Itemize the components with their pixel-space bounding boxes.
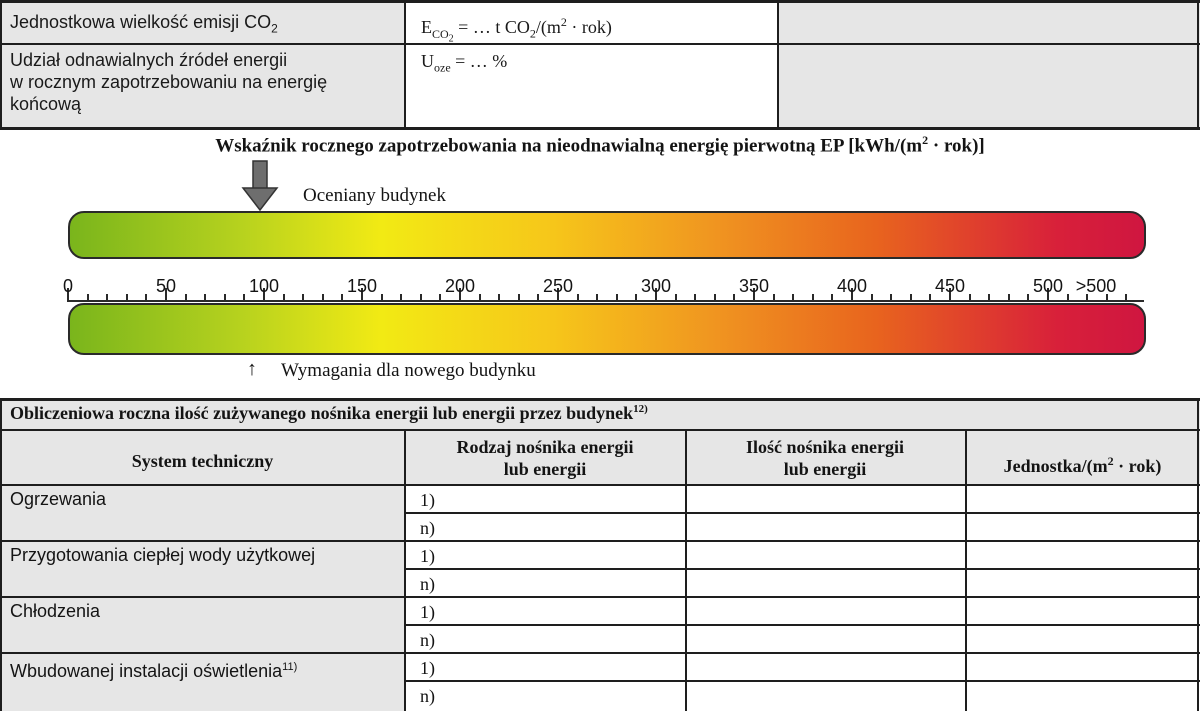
top-table bbox=[0, 0, 1200, 130]
tick-label: 450 bbox=[934, 276, 966, 296]
header-system: System techniczny bbox=[131, 451, 274, 471]
minor-tick bbox=[675, 294, 677, 302]
minor-tick bbox=[812, 294, 814, 302]
row-index: n) bbox=[420, 518, 435, 538]
header-amount: Ilość nośnika energii lub energii bbox=[745, 437, 905, 479]
minor-tick bbox=[871, 294, 873, 302]
minor-tick bbox=[185, 294, 187, 302]
minor-tick bbox=[302, 294, 304, 302]
minor-tick bbox=[381, 294, 383, 302]
tick-label: >500 bbox=[1075, 276, 1117, 296]
evaluated-building-arrow-icon bbox=[240, 160, 280, 212]
minor-tick bbox=[1125, 294, 1127, 302]
tick-label: 250 bbox=[542, 276, 574, 296]
minor-tick bbox=[714, 294, 716, 302]
row-index: 1) bbox=[420, 658, 435, 678]
minor-tick bbox=[969, 294, 971, 302]
row-index: 1) bbox=[420, 490, 435, 510]
row-label-heating: Ogrzewania bbox=[10, 489, 107, 509]
minor-tick bbox=[635, 294, 637, 302]
emission-label: Jednostkowa wielkość emisji $CO_2$ bbox=[10, 12, 278, 36]
energy-carrier-table bbox=[0, 398, 1200, 711]
minor-tick bbox=[596, 294, 598, 302]
minor-tick bbox=[910, 294, 912, 302]
minor-tick bbox=[341, 294, 343, 302]
minor-tick bbox=[479, 294, 481, 302]
row-label-lighting: Wbudowanej instalacji oświetlenia$^{11)}$ bbox=[10, 661, 298, 681]
minor-tick bbox=[518, 294, 520, 302]
minor-tick bbox=[929, 294, 931, 302]
minor-tick bbox=[126, 294, 128, 302]
minor-tick bbox=[145, 294, 147, 302]
row-index: n) bbox=[420, 686, 435, 706]
minor-tick bbox=[792, 294, 794, 302]
tick-label: 150 bbox=[346, 276, 378, 296]
ep-scale-title: Wskaźnik rocznego zapotrzebowania na nieodnawialną energię pierwotną EP $[kWh/(m^2 \cdot rok)]$ bbox=[215, 133, 985, 157]
row-label-cooling: Chłodzenia bbox=[10, 601, 101, 621]
tick-label: 300 bbox=[640, 276, 672, 296]
row-label-hot-water: Przygotowania ciepłej wody użytkowej bbox=[10, 545, 316, 565]
minor-tick bbox=[537, 294, 539, 302]
ep-gradient-bar-requirement bbox=[68, 303, 1146, 355]
tick-label: 0 bbox=[62, 276, 74, 296]
header-carrier: Rodzaj nośnika energii lub energii bbox=[456, 437, 634, 479]
minor-tick bbox=[243, 294, 245, 302]
tick-label: 400 bbox=[836, 276, 868, 296]
minor-tick bbox=[733, 294, 735, 302]
requirement-arrow-icon: ↑ bbox=[247, 358, 257, 380]
minor-tick bbox=[694, 294, 696, 302]
minor-tick bbox=[988, 294, 990, 302]
row-index: n) bbox=[420, 574, 435, 594]
minor-tick bbox=[831, 294, 833, 302]
emission-value: $E_{CO_2}$ = … t $CO_2/(m^2 \cdot rok)$ bbox=[421, 15, 612, 44]
minor-tick bbox=[890, 294, 892, 302]
requirement-label: Wymagania dla nowego budynku bbox=[281, 360, 536, 381]
renewable-value: $U_{oze}$ = … % bbox=[421, 51, 508, 75]
minor-tick bbox=[224, 294, 226, 302]
minor-tick bbox=[87, 294, 89, 302]
ep-gradient-bar-evaluated bbox=[68, 211, 1146, 259]
row-index: n) bbox=[420, 630, 435, 650]
minor-tick bbox=[322, 294, 324, 302]
minor-tick bbox=[400, 294, 402, 302]
tick-label: 200 bbox=[444, 276, 476, 296]
minor-tick bbox=[577, 294, 579, 302]
row-index: 1) bbox=[420, 546, 435, 566]
scale-axis bbox=[68, 300, 1144, 302]
minor-tick bbox=[439, 294, 441, 302]
tick-label: 350 bbox=[738, 276, 770, 296]
evaluated-building-label: Oceniany budynek bbox=[303, 185, 446, 206]
minor-tick bbox=[616, 294, 618, 302]
minor-tick bbox=[498, 294, 500, 302]
minor-tick bbox=[420, 294, 422, 302]
minor-tick bbox=[106, 294, 108, 302]
minor-tick bbox=[1027, 294, 1029, 302]
tick-label: 50 bbox=[155, 276, 177, 296]
extra-column-bg bbox=[778, 0, 1200, 127]
renewable-label: Udział odnawialnych źródeł energii w rocznym zapotrzebowaniu na energię końcową bbox=[10, 50, 328, 114]
minor-tick bbox=[773, 294, 775, 302]
minor-tick bbox=[204, 294, 206, 302]
minor-tick bbox=[283, 294, 285, 302]
minor-tick bbox=[1067, 294, 1069, 302]
minor-tick bbox=[1008, 294, 1010, 302]
tick-label: 100 bbox=[248, 276, 280, 296]
tick-label: 500 bbox=[1032, 276, 1064, 296]
table-title: Obliczeniowa roczna ilość zużywanego nośnika energii lub energii przez budynek$^{12)}$ bbox=[10, 403, 648, 423]
row-index: 1) bbox=[420, 602, 435, 622]
header-unit: Jednostka/$(m^2 \cdot rok)$ bbox=[1003, 454, 1162, 476]
